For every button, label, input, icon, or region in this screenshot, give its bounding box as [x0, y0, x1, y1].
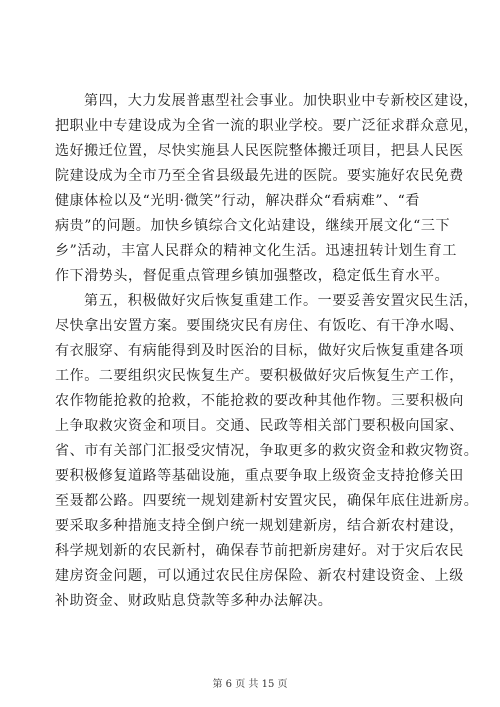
paragraph-line: 选好搬迁位置，尽快实施县人民医院整体搬迁项目，把县人民医 [55, 143, 464, 159]
paragraph-line: 要积极修复道路等基础设施，重点要争取上级资金支持抢修关田 [55, 468, 464, 484]
paragraph-line: 院建设成为全市乃至全省县级最先进的医院。要实施好农民免费 [55, 168, 464, 184]
paragraph-line: 把职业中专建设成为全省一流的职业学校。要广泛征求群众意见， [55, 118, 479, 134]
paragraph-line: 科学规划新的农民新村，确保春节前把新房建好。对于灾后农民 [55, 543, 464, 559]
paragraph-line: 第四，大力发展普惠型社会事业。加快职业中专新校区建设， [84, 93, 479, 109]
paragraph-line: 尽快拿出安置方案。要围绕灾民有房住、有饭吃、有干净水喝、 [55, 318, 464, 334]
paragraph-line: 健康体检以及“光明·微笑”行动，解决群众“看病难”、“看 [55, 193, 421, 209]
paragraph-line: 第五，积极做好灾后恢复重建工作。一要妥善安置灾民生活， [84, 293, 479, 309]
paragraph-line: 乡”活动，丰富人民群众的精神文化生活。迅速扭转计划生育工 [55, 243, 457, 259]
paragraph-line: 作下滑势头，督促重点管理乡镇加强整改，稳定低生育水平。 [55, 268, 450, 284]
paragraph-line: 至聂都公路。四要统一规划建新村安置灾民，确保年底住进新房。 [55, 493, 479, 509]
paragraph-line: 建房资金问题，可以通过农民住房保险、新农村建设资金、上级 [55, 568, 464, 584]
paragraph-line: 有衣服穿、有病能得到及时医治的目标，做好灾后恢复重建各项 [55, 343, 464, 359]
paragraph-line: 补助资金、财政贴息贷款等多种办法解决。 [55, 593, 333, 609]
paragraph-line: 要采取多种措施支持全倒户统一规划建新房，结合新农村建设， [55, 518, 464, 534]
paragraph-line: 农作物能抢救的抢救，不能抢救的要改种其他作物。三要积极向 [55, 393, 464, 409]
paragraph-line: 上争取救灾资金和项目。交通、民政等相关部门要积极向国家、 [55, 418, 464, 434]
page-footer: 第 6 页 共 15 页 [212, 679, 288, 690]
paragraph-line: 病贵”的问题。加快乡镇综合文化站建设，继续开展文化“三下 [55, 218, 451, 234]
paragraph-line: 工作。二要组织灾民恢复生产。要积极做好灾后恢复生产工作， [55, 368, 464, 384]
paragraph-line: 省、市有关部门汇报受灾情况，争取更多的救灾资金和救灾物资。 [55, 443, 479, 459]
